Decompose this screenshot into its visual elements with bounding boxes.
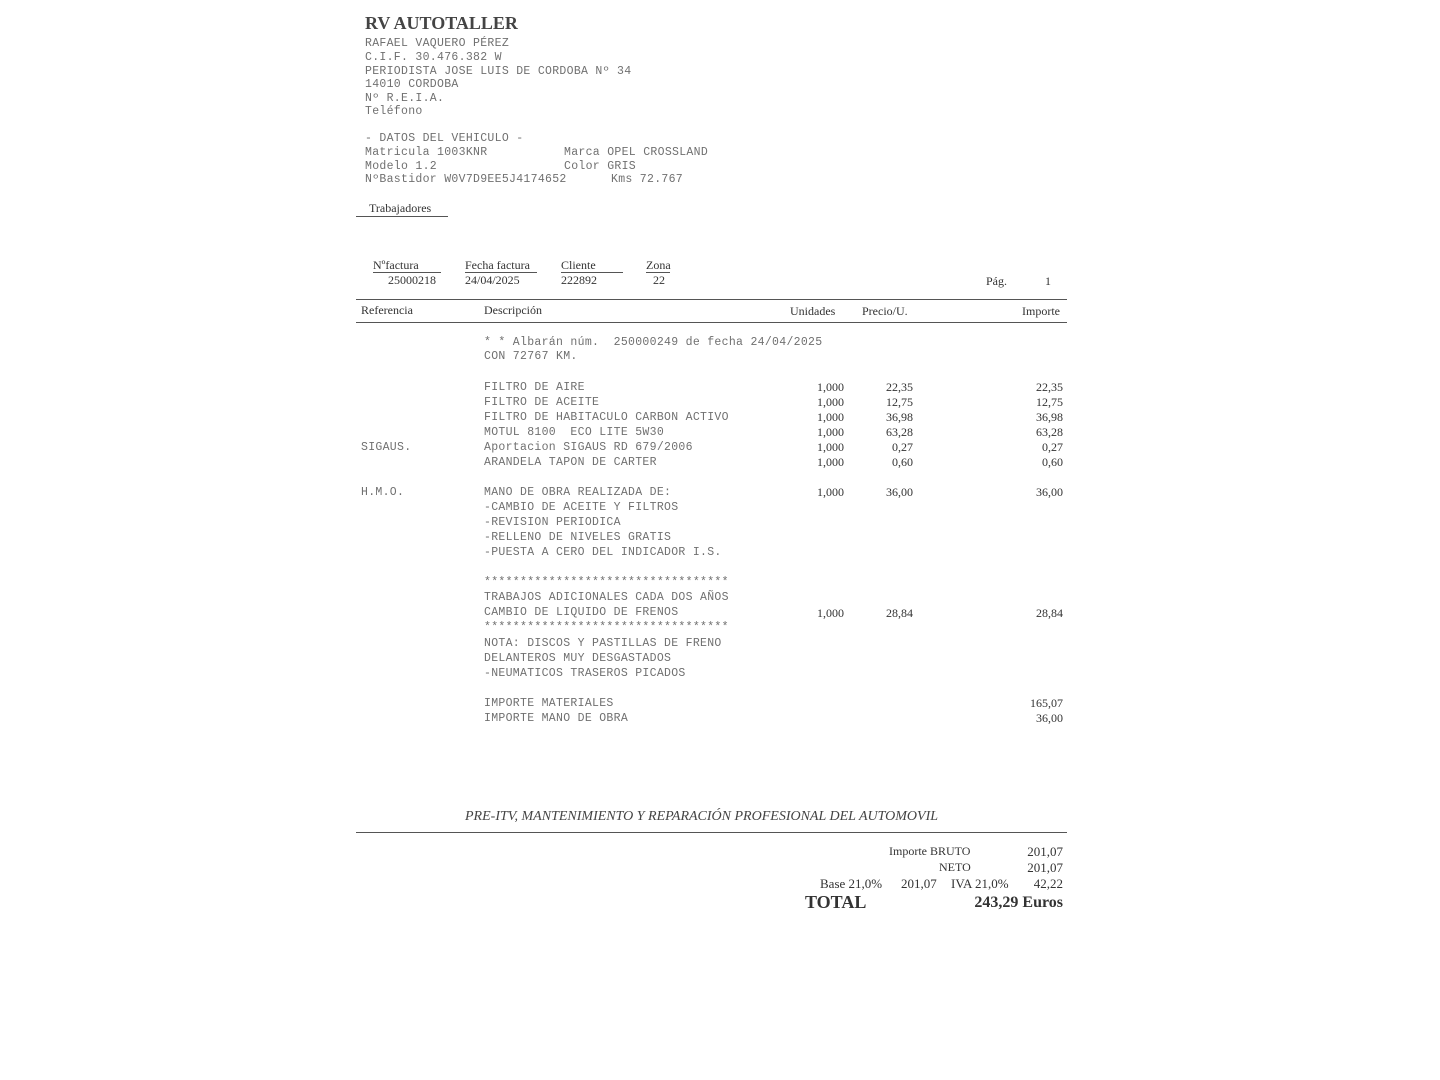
note-line: DELANTEROS MUY DESGASTADOS (484, 652, 672, 665)
cliente-label: Cliente (561, 258, 596, 272)
row-amount: 36,98 (1036, 410, 1063, 424)
row-units: 1,000 (817, 455, 844, 469)
labor-line: -RELLENO DE NIVELES GRATIS (484, 531, 672, 544)
company-city: 14010 CORDOBA (365, 78, 459, 91)
zona-value: 22 (653, 273, 665, 287)
note-line: -NEUMATICOS TRASEROS PICADOS (484, 667, 686, 680)
importe-materiales-value: 165,07 (1030, 696, 1063, 710)
fecha-value: 24/04/2025 (465, 273, 520, 287)
extra-line: CAMBIO DE LIQUIDO DE FRENOS (484, 606, 679, 619)
trabajadores-underline (356, 216, 448, 217)
row-desc: ARANDELA TAPON DE CARTER (484, 456, 657, 469)
extra-line: TRABAJOS ADICIONALES CADA DOS AÑOS (484, 591, 729, 604)
row-units: 1,000 (817, 440, 844, 454)
col-unidades: Unidades (790, 304, 836, 318)
row-price: 63,28 (886, 425, 913, 439)
vehicle-heading: - DATOS DEL VEHICULO - (365, 132, 524, 145)
trabajadores-label: Trabajadores (369, 201, 432, 215)
row-price: 0,60 (892, 455, 913, 469)
row-units: 1,000 (817, 380, 844, 394)
row-desc: FILTRO DE AIRE (484, 381, 585, 394)
row-ref: SIGAUS. (361, 441, 412, 454)
albaran-line: * * Albarán núm. 250000249 de fecha 24/04/2025 (484, 336, 823, 349)
labor-ref: H.M.O. (361, 486, 405, 499)
company-address: PERIODISTA JOSE LUIS DE CORDOBA Nº 34 (365, 65, 632, 78)
factura-label: Nºfactura (373, 258, 419, 272)
stars-separator: ********************************** (484, 621, 729, 634)
row-desc: FILTRO DE HABITACULO CARBON ACTIVO (484, 411, 729, 424)
col-referencia: Referencia (361, 303, 413, 317)
total-value: 243,29 Euros (974, 894, 1063, 911)
labor-line: MANO DE OBRA REALIZADA DE: (484, 486, 672, 499)
row-units: 1,000 (817, 395, 844, 409)
fecha-label: Fecha factura (465, 258, 530, 272)
row-amount: 12,75 (1036, 395, 1063, 409)
row-desc: FILTRO DE ACEITE (484, 396, 600, 409)
vehicle-modelo: Modelo 1.2 (365, 160, 438, 173)
extra-amount: 28,84 (1036, 606, 1063, 620)
row-desc: MOTUL 8100 ECO LITE 5W30 (484, 426, 665, 439)
importe-materiales-label: IMPORTE MATERIALES (484, 697, 614, 710)
bruto-label: Importe BRUTO (889, 844, 971, 858)
row-amount: 0,27 (1042, 440, 1063, 454)
labor-line: -CAMBIO DE ACEITE Y FILTROS (484, 501, 679, 514)
stars-separator: ********************************** (484, 576, 729, 589)
note-line: NOTA: DISCOS Y PASTILLAS DE FRENO (484, 637, 722, 650)
row-amount: 63,28 (1036, 425, 1063, 439)
vehicle-color: Color GRIS (564, 160, 637, 173)
col-descripcion: Descripción (484, 303, 542, 317)
labor-line: -PUESTA A CERO DEL INDICADOR I.S. (484, 546, 722, 559)
row-units: 1,000 (817, 410, 844, 424)
vehicle-matricula: Matricula 1003KNR (365, 146, 488, 159)
iva-value: 42,22 (1033, 876, 1063, 891)
row-desc: Aportacion SIGAUS RD 679/2006 (484, 441, 693, 454)
row-price: 22,35 (886, 380, 913, 394)
tagline: PRE-ITV, MANTENIMIENTO Y REPARACIÓN PROFESIONAL DEL AUTOMOVIL (465, 809, 939, 824)
labor-price: 36,00 (886, 485, 913, 499)
iva-label: IVA 21,0% (951, 876, 1009, 891)
row-units: 1,000 (817, 425, 844, 439)
zona-label: Zona (646, 258, 671, 272)
table-top-rule (356, 299, 1067, 300)
bruto-value: 201,07 (1027, 844, 1063, 859)
footer-rule (356, 832, 1067, 833)
company-name: RV AUTOTALLER (365, 13, 518, 33)
table-header-rule (356, 322, 1067, 323)
extra-price: 28,84 (886, 606, 913, 620)
company-phone: Teléfono (365, 105, 423, 118)
extra-units: 1,000 (817, 606, 844, 620)
albaran-km-line: CON 72767 KM. (484, 350, 578, 363)
labor-amount: 36,00 (1036, 485, 1063, 499)
vehicle-kms: Kms 72.767 (611, 173, 684, 186)
company-cif: C.I.F. 30.476.382 W (365, 51, 502, 64)
importe-mano-label: IMPORTE MANO DE OBRA (484, 712, 629, 725)
factura-value: 25000218 (388, 273, 436, 287)
neto-value: 201,07 (1027, 860, 1063, 875)
pag-value: 1 (1045, 274, 1051, 288)
company-reia: Nº R.E.I.A. (365, 92, 445, 105)
row-price: 36,98 (886, 410, 913, 424)
labor-line: -REVISION PERIODICA (484, 516, 621, 529)
row-amount: 22,35 (1036, 380, 1063, 394)
col-precio: Precio/U. (862, 304, 908, 318)
importe-mano-value: 36,00 (1036, 711, 1063, 725)
company-owner: RAFAEL VAQUERO PÉREZ (365, 37, 510, 50)
base-label: Base 21,0% (820, 876, 883, 891)
col-importe: Importe (1022, 304, 1060, 318)
vehicle-marca: Marca OPEL CROSSLAND (564, 146, 709, 159)
neto-label: NETO (939, 860, 971, 874)
vehicle-bastidor: NºBastidor W0V7D9EE5J4174652 (365, 173, 567, 186)
labor-units: 1,000 (817, 485, 844, 499)
row-price: 0,27 (892, 440, 913, 454)
cliente-value: 222892 (561, 273, 597, 287)
pag-label: Pág. (986, 274, 1007, 288)
row-price: 12,75 (886, 395, 913, 409)
total-label: TOTAL (805, 892, 867, 912)
base-value: 201,07 (901, 876, 937, 891)
row-amount: 0,60 (1042, 455, 1063, 469)
